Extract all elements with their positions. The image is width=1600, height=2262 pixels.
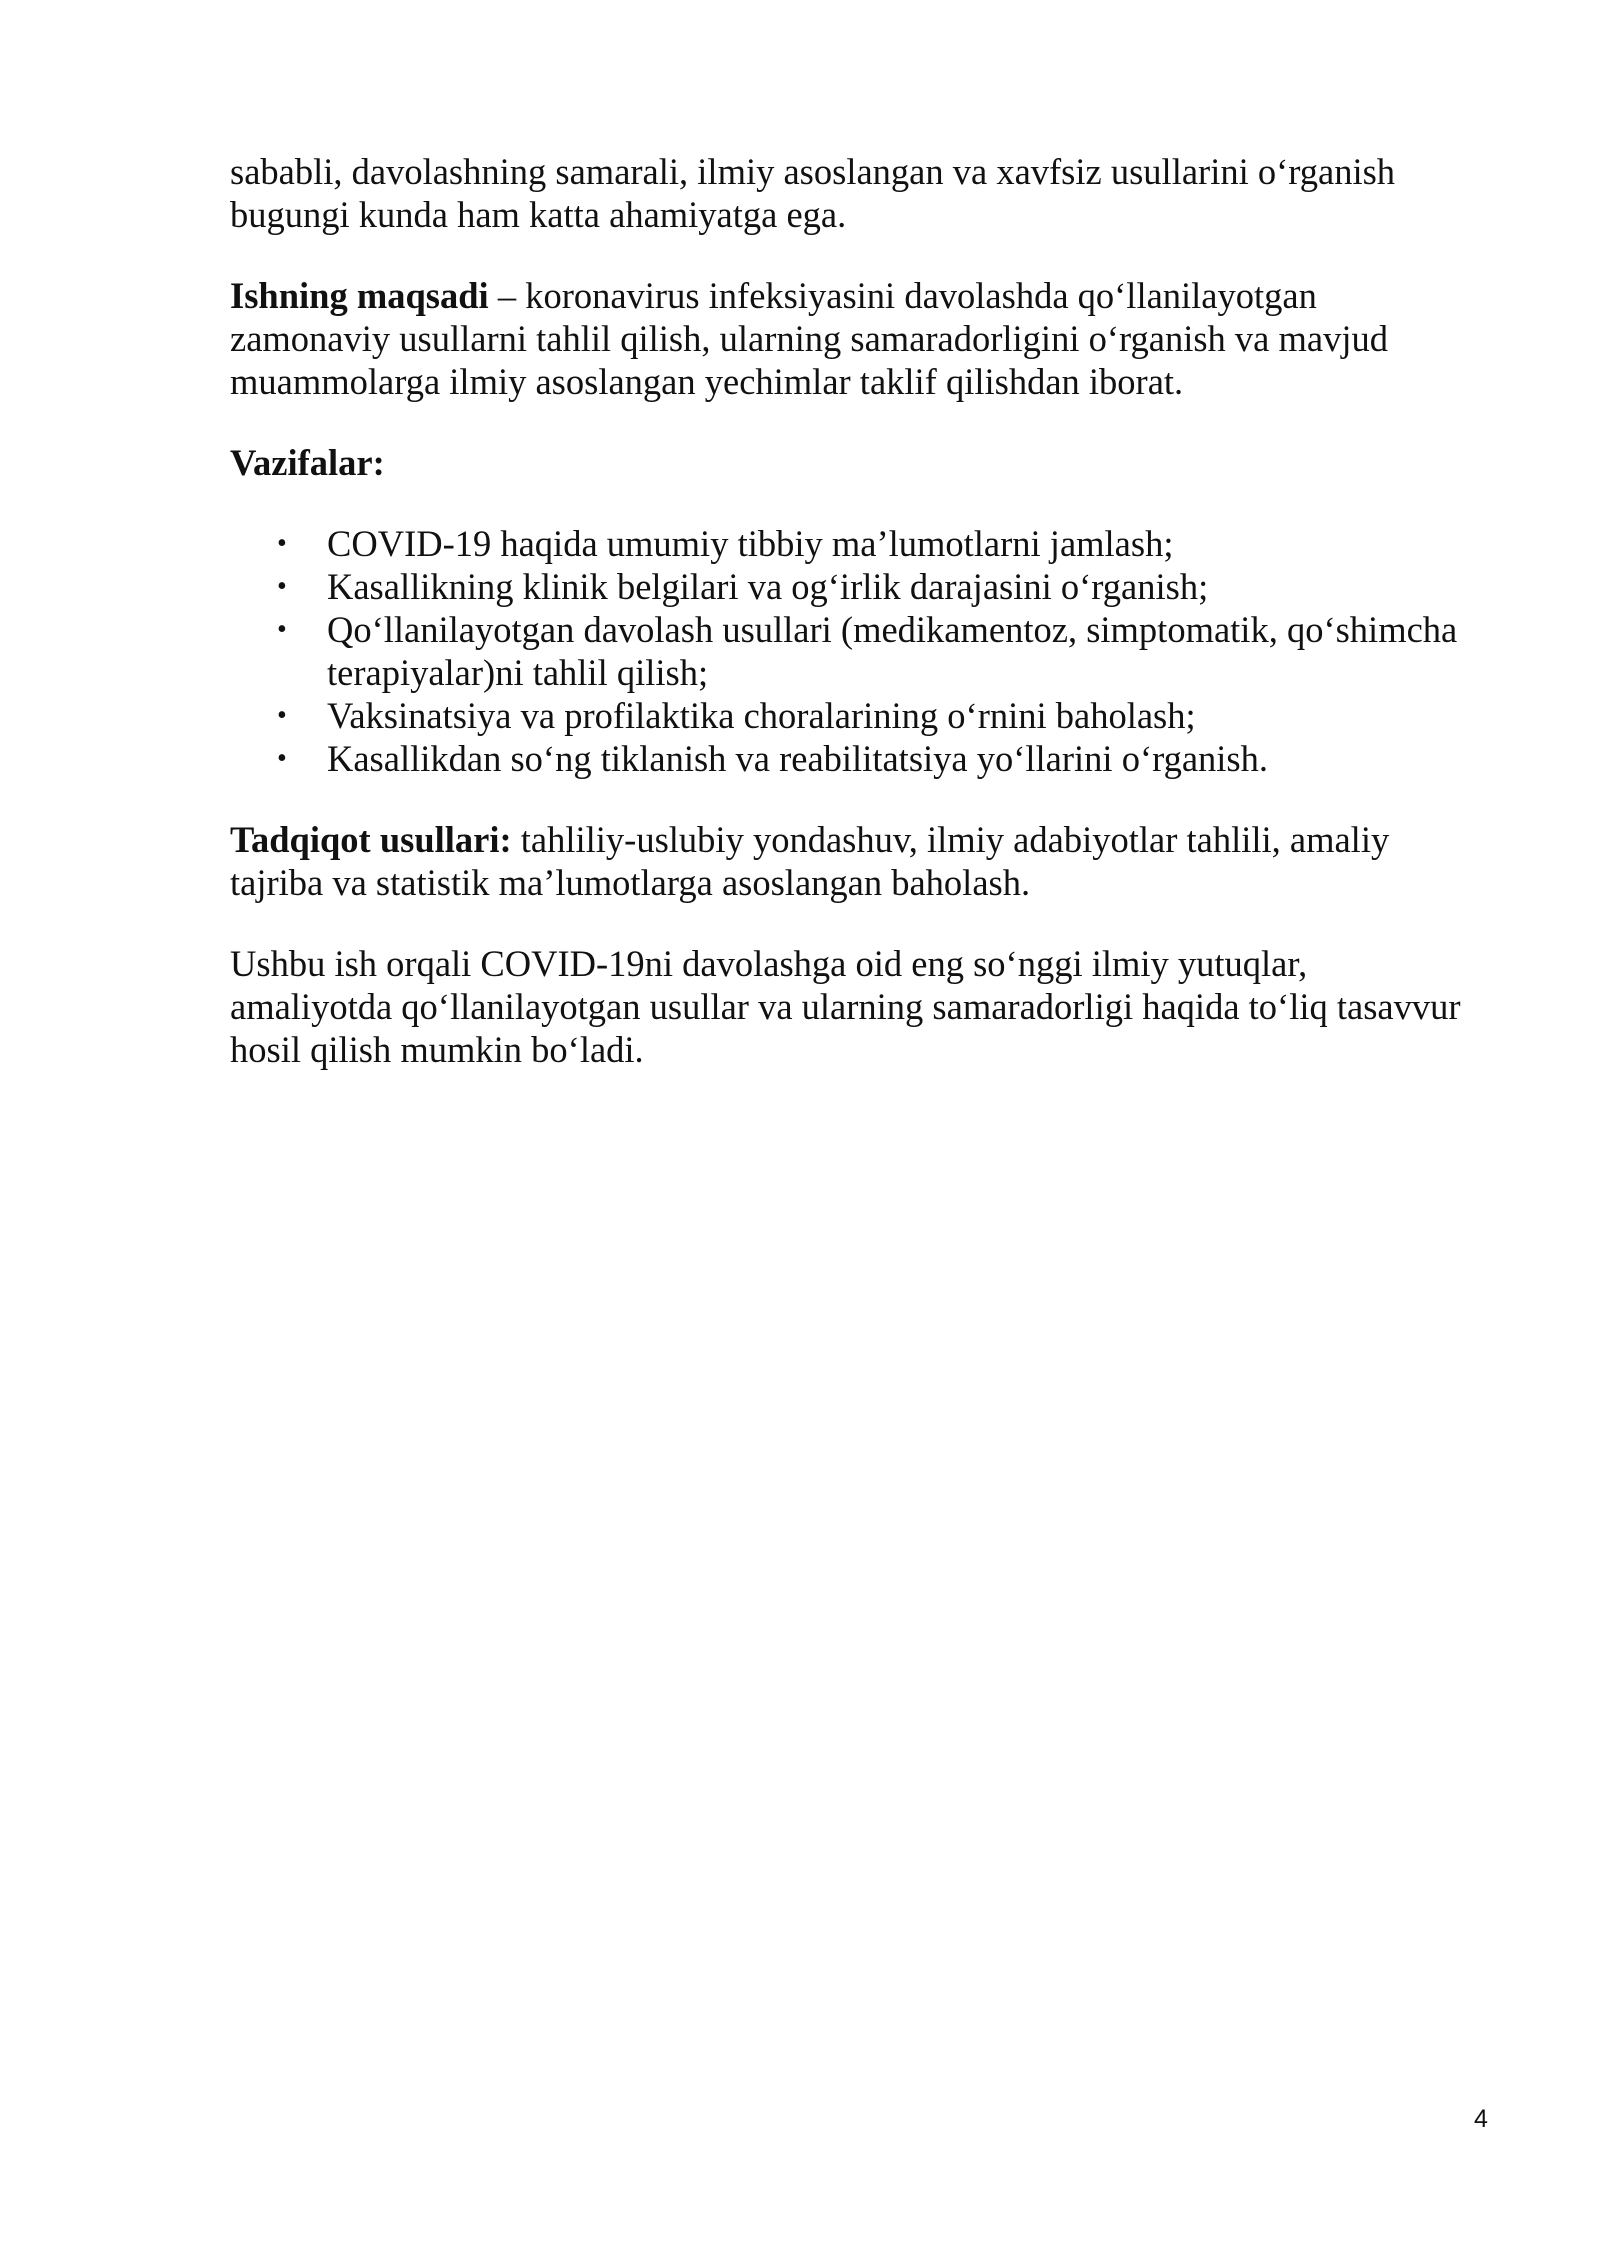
goal-label: Ishning maqsadi (230, 275, 489, 316)
page-number: 4 (1474, 2105, 1488, 2133)
tasks-list (230, 522, 1470, 780)
bullet-icon: • (277, 571, 287, 602)
task-text: Kasallikdan so‘ng tiklanish va reabilitatsiya yo‘llarini o‘rganish. (327, 738, 1269, 779)
list-item (230, 565, 1470, 608)
tasks-heading: Vazifalar: (230, 442, 385, 483)
methods-text: tahliliy-uslubiy yondashuv, ilmiy adabiyotlar tahlili, amaliy tajriba va statistik ma’lumotlarga asoslangan baholash. (230, 819, 1390, 903)
goal-paragraph (230, 274, 1470, 403)
methods-paragraph (230, 818, 1470, 904)
page-content (230, 150, 1470, 1071)
task-text: COVID-19 haqida umumiy tibbiy ma’lumotlarni jamlash; (327, 523, 1174, 564)
list-item (230, 694, 1470, 737)
bullet-icon: • (277, 743, 287, 774)
bullet-icon: • (277, 528, 287, 559)
goal-text: – koronavirus infeksiyasini davolashda qo‘llanilayotgan zamonaviy usullarni tahlil qilish, ularning samaradorligini o‘rganish va mavjud muammolarga ilmiy asoslangan yechimlar taklif qilishdan iborat. (230, 275, 1388, 402)
intro-paragraph: sababli, davolashning samarali, ilmiy asoslangan va xavfsiz usullarini o‘rganish bugungi kunda ham katta ahamiyatga ega. (230, 151, 1396, 235)
task-text: Kasallikning klinik belgilari va og‘irlik darajasini o‘rganish; (327, 566, 1209, 607)
list-item (230, 522, 1470, 565)
bullet-icon: • (277, 700, 287, 731)
conclusion-paragraph: Ushbu ish orqali COVID-19ni davolashga oid eng so‘nggi ilmiy yutuqlar, amaliyotda qo‘llanilayotgan usullar va ularning samaradorligi haqida to‘liq tasavvur hosil qilish mumkin bo‘ladi. (230, 943, 1461, 1070)
task-text: Qo‘llanilayotgan davolash usullari (medikamentoz, simptomatik, qo‘shimcha terapiyalar)ni tahlil qilish; (327, 609, 1458, 693)
bullet-icon: • (277, 614, 287, 645)
list-item (230, 608, 1470, 694)
task-text: Vaksinatsiya va profilaktika choralarining o‘rnini baholash; (327, 695, 1196, 736)
list-item (230, 737, 1470, 780)
methods-label: Tadqiqot usullari: (230, 819, 512, 860)
